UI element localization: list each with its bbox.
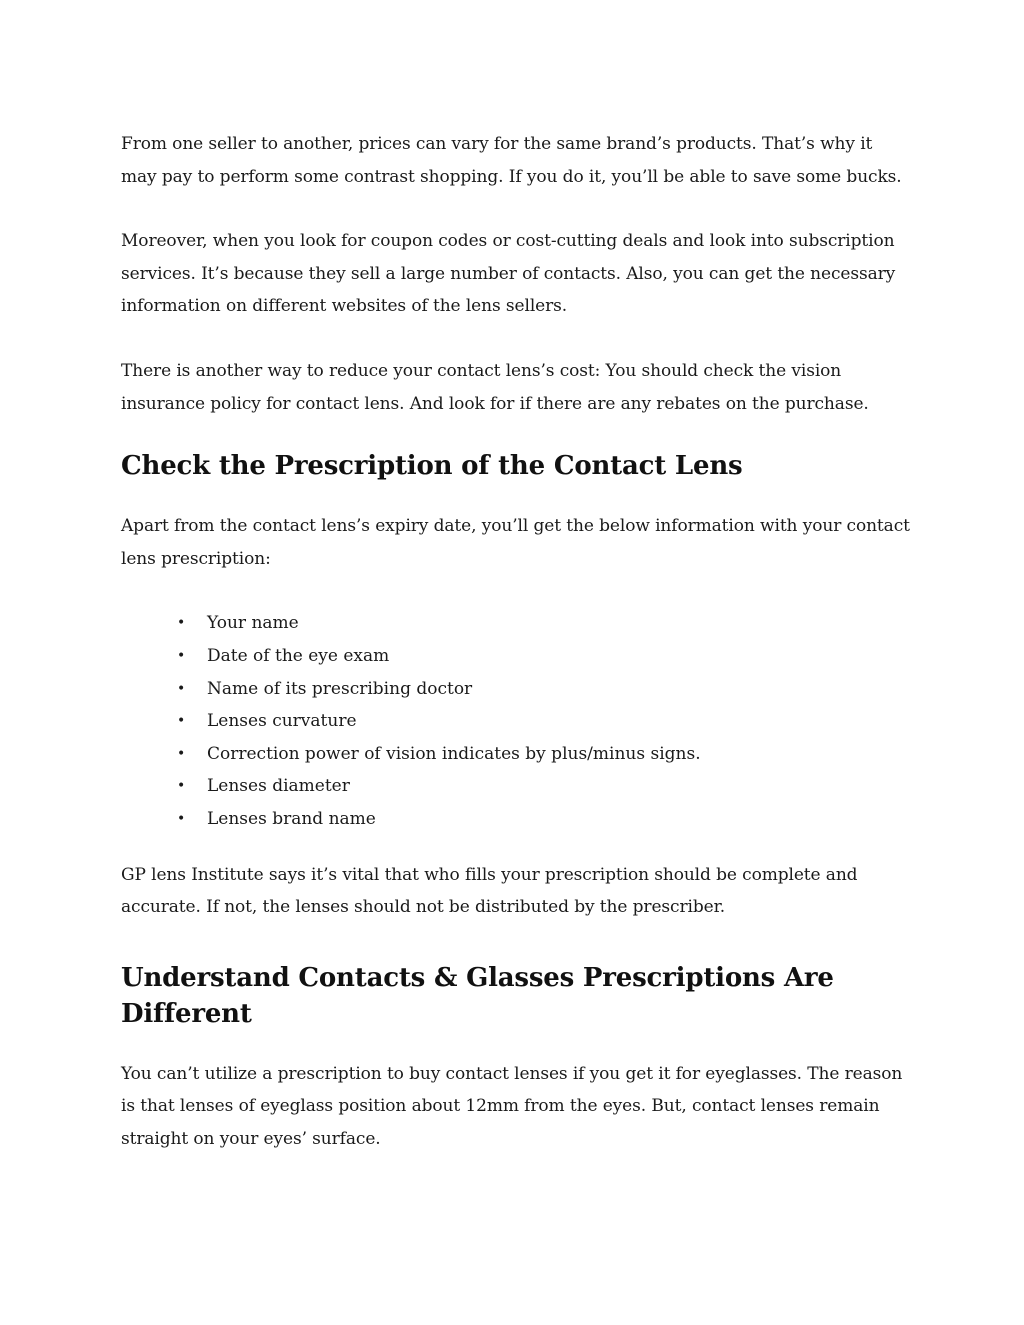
list-item-text: Your name — [207, 613, 299, 634]
list-item — [177, 705, 911, 738]
prescription-info-list — [121, 607, 911, 835]
paragraph-price-comparison: From one seller to another, prices can vary for the same brand’s products. That’s why it may pay to perform some contrast shopping. If you do it, you’ll be able to save some bucks. — [121, 134, 902, 187]
list-item-text: Lenses curvature — [207, 711, 357, 732]
paragraph-eyeglass-prescription: You can’t utilize a prescription to buy contact lenses if you get it for eyeglasses. The reason is that lenses of eyeglass position about 12mm from the eyes. But, contact lenses remain straight on your eyes’ surface. — [121, 1063, 903, 1149]
list-item-text: Lenses brand name — [207, 808, 376, 829]
paragraph-coupon-codes: Moreover, when you look for coupon codes or cost-cutting deals and look into subscription services. It’s because they sell a large number of contacts. Also, you can get the necessary information on different websites of the lens sellers. — [121, 231, 896, 317]
paragraph-vision-insurance: There is another way to reduce your contact lens’s cost: You should check the vision insurance policy for contact lens. And look for if there are any rebates on the purchase. — [121, 360, 869, 414]
list-item-text: Correction power of vision indicates by plus/minus signs. — [207, 743, 701, 764]
heading-check-prescription: Check the Prescription of the Contact Lens — [121, 451, 743, 482]
bullet-icon: • — [177, 647, 186, 664]
bullet-icon: • — [177, 713, 186, 730]
list-item-text: Lenses diameter — [207, 776, 350, 797]
list-item — [177, 640, 911, 673]
bullet-icon: • — [177, 615, 186, 632]
list-item-text: Name of its prescribing doctor — [207, 678, 473, 699]
bullet-icon: • — [177, 745, 186, 762]
list-item — [177, 803, 911, 836]
heading-contacts-vs-glasses: Understand Contacts & Glasses Prescriptions Are Different — [121, 962, 834, 1029]
document-page — [121, 128, 911, 1155]
list-item — [177, 738, 911, 771]
bullet-icon: • — [177, 810, 186, 827]
paragraph-prescription-intro: Apart from the contact lens’s expiry date, you’ll get the below information with your contact lens prescription: — [121, 516, 910, 569]
list-item — [177, 673, 911, 706]
bullet-icon: • — [177, 680, 186, 697]
list-item — [177, 607, 911, 640]
paragraph-gp-lens-institute: GP lens Institute says it’s vital that who fills your prescription should be complete and accurate. If not, the lenses should not be distributed by the prescriber. — [121, 864, 858, 918]
list-item-text: Date of the eye exam — [207, 645, 390, 666]
list-item — [177, 770, 911, 803]
bullet-icon: • — [177, 778, 186, 795]
